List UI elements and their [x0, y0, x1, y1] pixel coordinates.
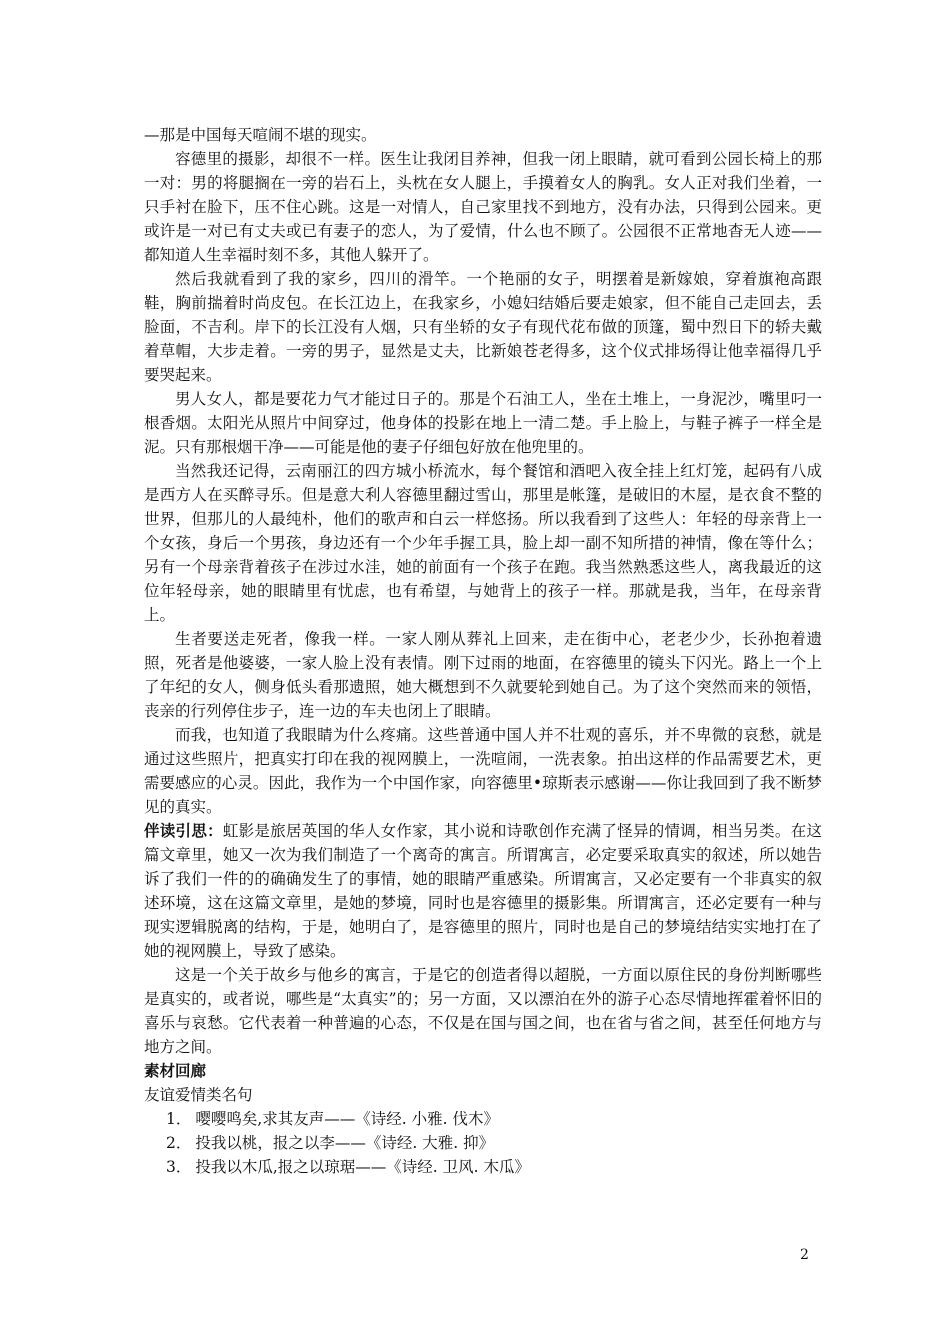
document-body	[144, 123, 822, 1179]
page-number: 2	[800, 1247, 809, 1263]
commentary-separator: ：	[207, 822, 223, 840]
list-item	[144, 1131, 822, 1155]
commentary-continuation: 这是一个关于故乡与他乡的寓言，于是它的创造者得以超脱，一方面以原住民的身份判断哪些是真实的，或者说，哪些是“太真实”的；另一方面，又以漂泊在外的游子心态尽情地挥霍着怀旧的喜乐与哀愁。它代表着一种普遍的心态，不仅是在国与国之间，也在省与省之间，甚至任何地方与地方之间。	[144, 966, 822, 1056]
paragraph-2: 然后我就看到了我的家乡，四川的滑竿。一个艳丽的女子，明摆着是新嫁娘，穿着旗袍高跟鞋，胸前揣着时尚皮包。在长江边上，在我家乡，小媳妇结婚后要走娘家，但不能自己走回去，丢脸面，不吉利。岸下的长江没有人烟，只有坐轿的女子有现代花布做的顶篷，蜀中烈日下的轿夫戴着草帽，大步走着。一旁的男子，显然是丈夫，比新娘苍老得多，这个仪式排场得让他幸福得几乎要哭起来。	[144, 270, 822, 384]
paragraph-5: 生者要送走死者，像我一样。一家人刚从葬礼上回来，走在街中心，老老少少，长孙抱着遗照，死者是他婆婆，一家人脸上没有表情。刚下过雨的地面，在容德里的镜头下闪光。路上一个上了年纪的女人，侧身低头看那遗照，她大概想到不久就要轮到她自己。为了这个突然而来的领悟，丧亲的行列停住步子，连一边的车夫也闭上了眼睛。	[144, 630, 822, 720]
commentary-text: 虹影是旅居英国的华人女作家，其小说和诗歌创作充满了怪异的情调，相当另类。在这篇文章里，她又一次为我们制造了一个离奇的寓言。所谓寓言，必定要采取真实的叙述，所以她告诉了我们一件的的确确发生了的事情，她的眼睛严重感染。所谓寓言，又必定要有一个非真实的叙述环境，这在这篇文章里，是她的梦境，同时也是容德里的摄影集。所谓寓言，还必定要有一种与现实逻辑脱离的结构，于是，她明白了，是容德里的照片，同时也是自己的梦境结结实实地打在了她的视网膜上，导致了感染。	[144, 822, 822, 960]
paragraph-4: 当然我还记得，云南丽江的四方城小桥流水，每个餐馆和酒吧入夜全挂上红灯笼，起码有八成是西方人在买醉寻乐。但是意大利人容德里翻过雪山，那里是帐篷，是破旧的木屋，是衣食不整的世界，但那儿的人最纯朴，他们的歌声和白云一样悠扬。所以我看到了这些人：年轻的母亲背上一个女孩，身后一个男孩，身边还有一个少年手握工具，脸上却一副不知所措的神情，像在等什么；另有一个母亲背着孩子在涉过水洼，她的前面有一个孩子在跑。我当然熟悉这些人，离我最近的这位年轻母亲，她的眼睛里有忧虑，也有希望，与她背上的孩子一样。那就是我，当年，在母亲背上。	[144, 462, 822, 624]
list-item	[144, 1107, 822, 1131]
list-item-number: 1．	[166, 1110, 192, 1128]
commentary-paragraph	[144, 819, 822, 963]
material-heading: 素材回廊	[144, 1062, 207, 1080]
paragraph-6: 而我，也知道了我眼睛为什么疼痛。这些普通中国人并不壮观的喜乐，并不卑微的哀愁，就是通过这些照片，把真实打印在我的视网膜上，一洗喧闹，一洗表象。拍出这样的作品需要艺术，更需要感应的心灵。因此，我作为一个中国作家，向容德里•琼斯表示感谢——你让我回到了我不断梦见的真实。	[144, 726, 822, 816]
paragraph-0: —那是中国每天喧闹不堪的现实。	[144, 126, 377, 144]
list-item-text: 嘤嘤鸣矣,求其友声——《诗经. 小雅. 伐木》	[195, 1110, 500, 1128]
list-item	[144, 1155, 822, 1179]
list-item-text: 投我以木瓜,报之以琼琚——《诗经. 卫风. 木瓜》	[195, 1158, 531, 1176]
material-subheading: 友谊爱情类名句	[144, 1086, 253, 1104]
list-item-text: 投我以桃，报之以李——《诗经. 大雅. 抑》	[195, 1134, 495, 1152]
quote-list	[144, 1107, 822, 1179]
paragraph-3: 男人女人，都是要花力气才能过日子的。那是个石油工人，坐在土堆上，一身泥沙，嘴里叼一根香烟。太阳光从照片中间穿过，他身体的投影在地上一清二楚。手上脸上，与鞋子裤子一样全是泥。只有那根烟干净——可能是他的妻子仔细包好放在他兜里的。	[144, 390, 822, 456]
list-item-number: 2．	[166, 1134, 192, 1152]
paragraph-1: 容德里的摄影，却很不一样。医生让我闭目养神，但我一闭上眼睛，就可看到公园长椅上的那一对：男的将腿搁在一旁的岩石上，头枕在女人腿上，手摸着女人的胸乳。女人正对我们坐着，一只手衬在脸下，压不住心跳。这是一对情人，自己家里找不到地方，没有办法，只得到公园来。更或许是一对已有丈夫或已有妻子的恋人，为了爱情，什么也不顾了。公园很不正常地杳无人迹——都知道人生幸福时刻不多，其他人躲开了。	[144, 150, 822, 264]
list-item-number: 3．	[166, 1158, 192, 1176]
commentary-label: 伴读引思	[144, 822, 208, 840]
